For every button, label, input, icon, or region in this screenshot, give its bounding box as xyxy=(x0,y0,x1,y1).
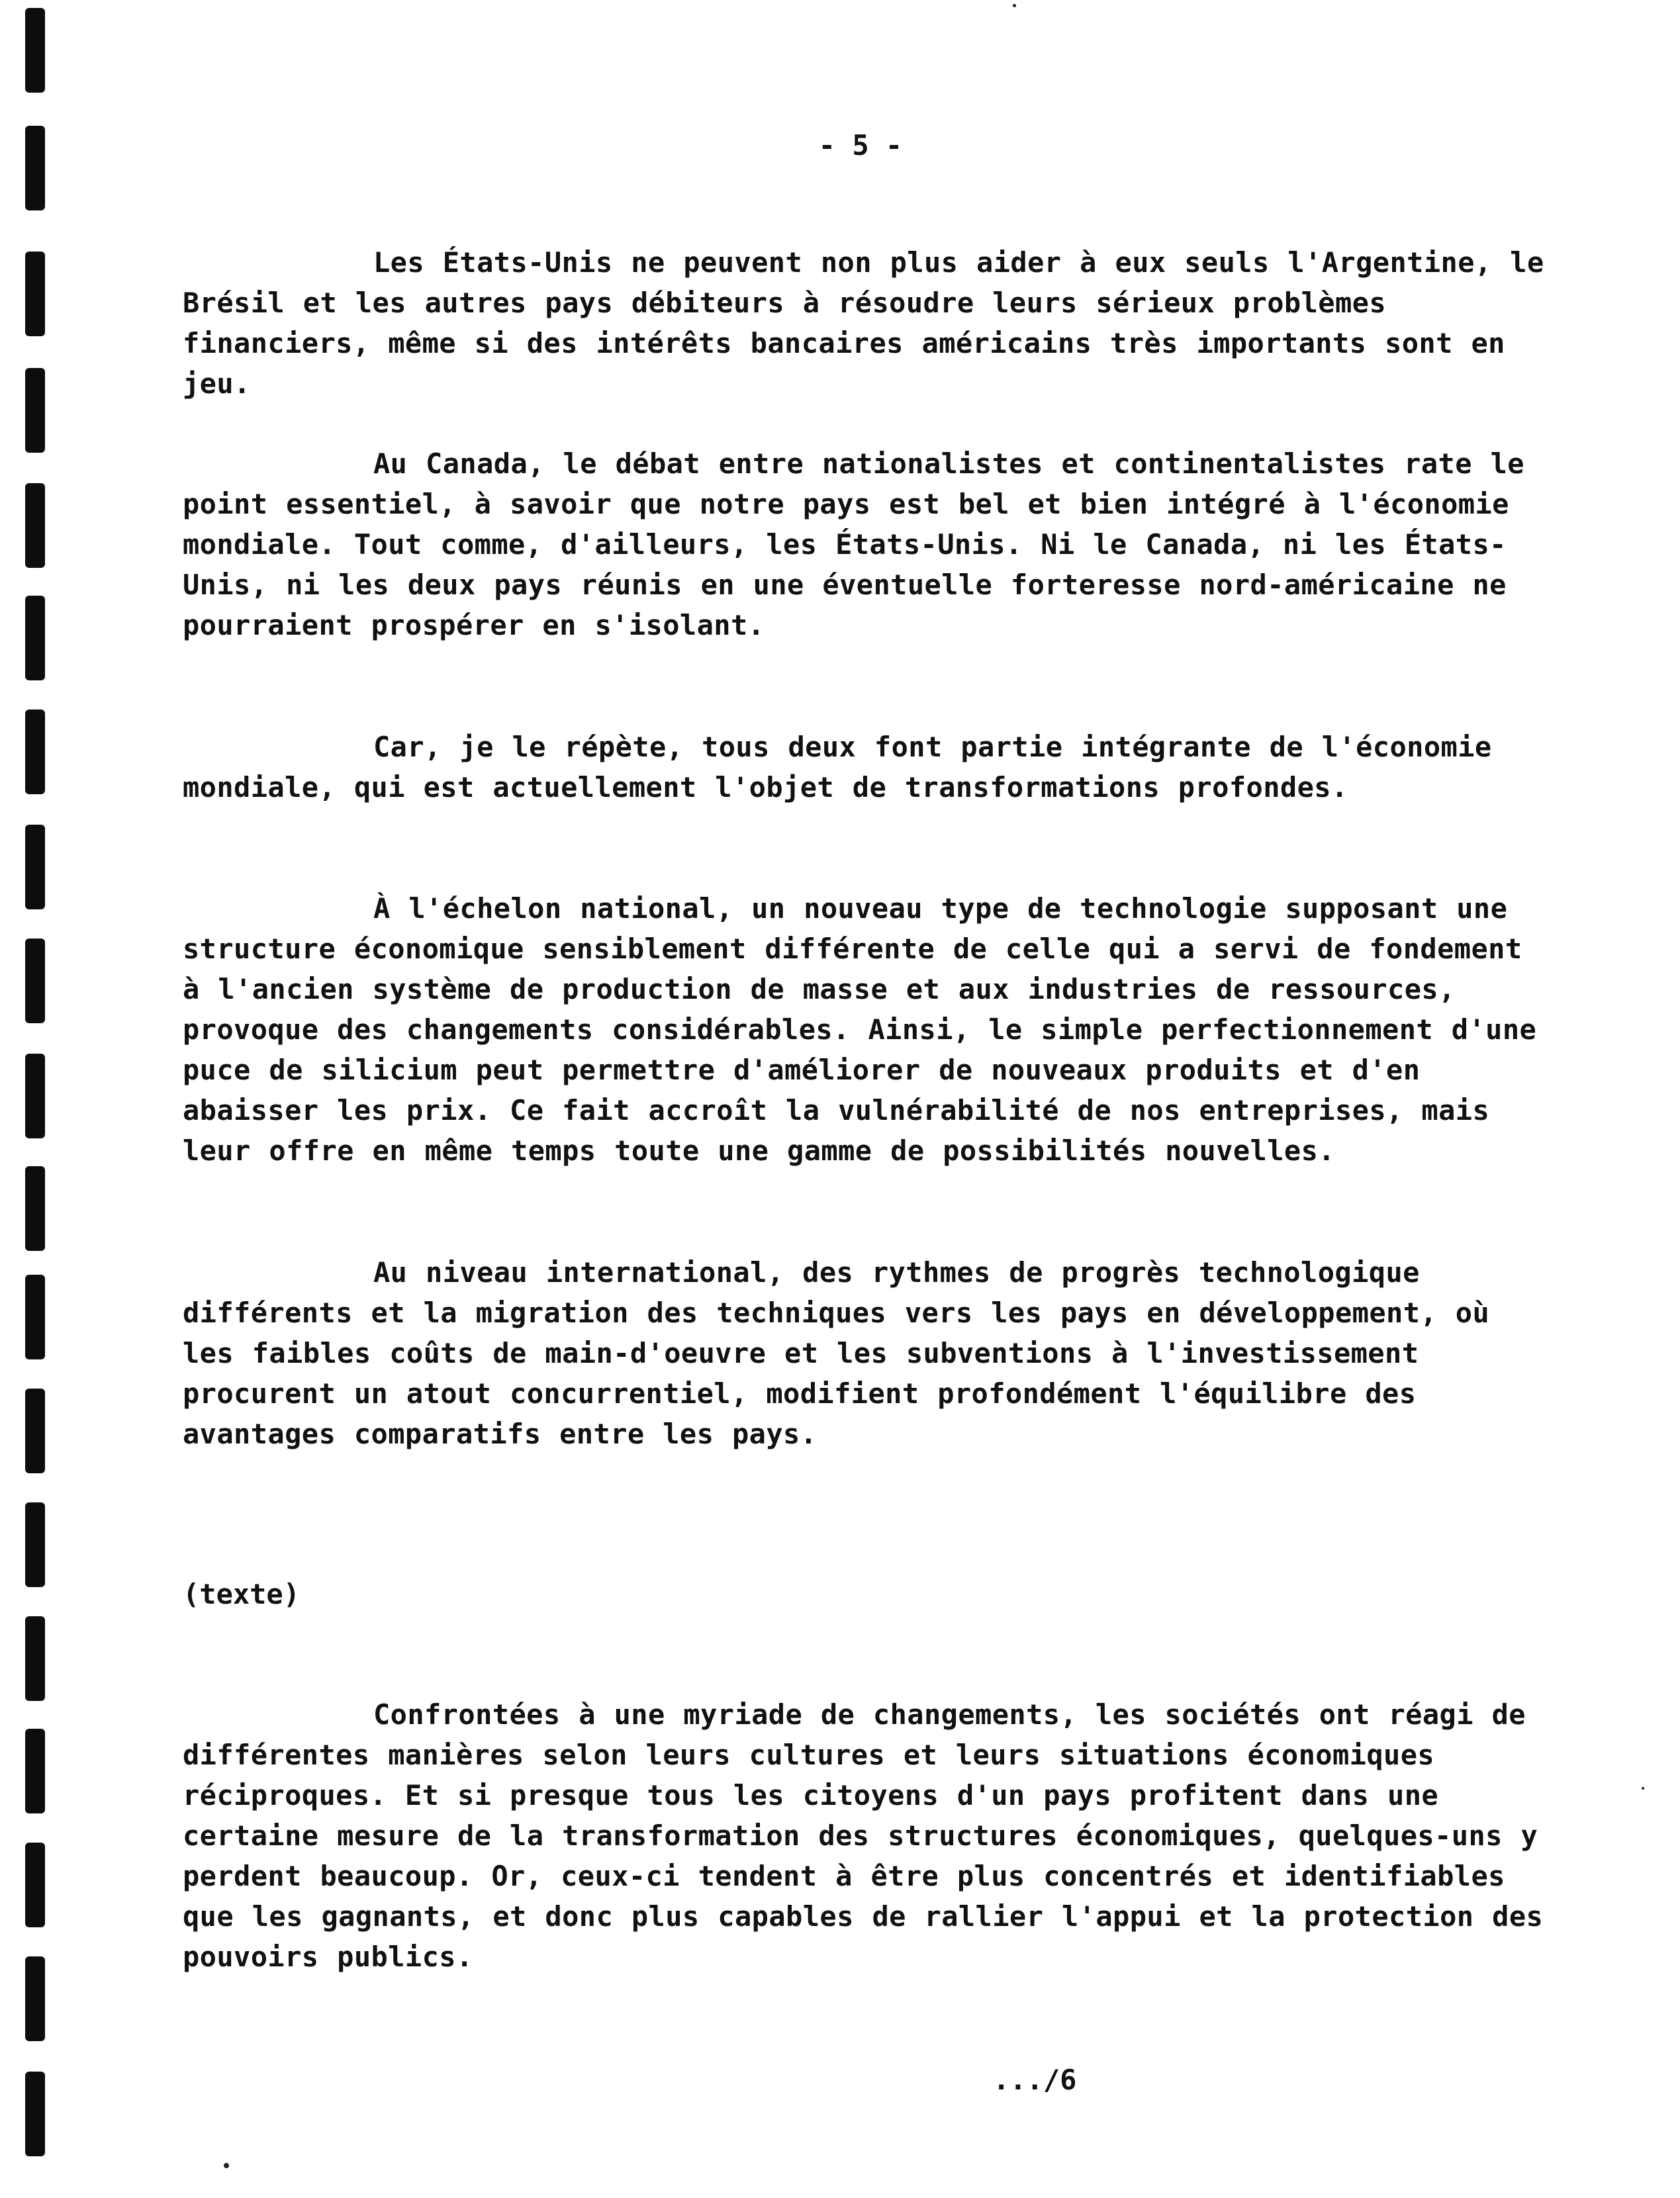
punch-mark xyxy=(25,1389,45,1473)
punch-mark xyxy=(25,1502,45,1587)
punch-mark xyxy=(25,368,45,453)
scan-speck xyxy=(1642,1787,1644,1790)
section-marker: (texte) xyxy=(183,1578,301,1610)
punch-mark xyxy=(25,1843,45,1927)
punch-mark xyxy=(25,2072,45,2156)
paragraph-5: Au niveau international, des rythmes de progrès technologique différents et la migration des techniques vers les pays en développement, où les faibles coûts de main-d'oeuvre et les subventions à l'investissement procurent un atout concurrentiel, modifient profondément l'équilibre des avantages comparatifs entre les pays. xyxy=(183,1256,1490,1450)
punch-mark xyxy=(25,939,45,1023)
punch-mark xyxy=(25,1054,45,1138)
punch-mark xyxy=(25,252,45,336)
punch-mark xyxy=(25,710,45,794)
punch-mark xyxy=(25,483,45,568)
scan-speck xyxy=(1013,4,1016,7)
binder-punch-marks xyxy=(25,0,52,2198)
continuation-marker: .../6 xyxy=(993,2064,1077,2096)
punch-mark xyxy=(25,1616,45,1701)
punch-mark xyxy=(25,126,45,210)
punch-mark xyxy=(25,1729,45,1813)
paragraph-1: Les États-Unis ne peuvent non plus aider à eux seuls l'Argentine, le Brésil et les autres pays débiteurs à résoudre leurs sérieux problèmes financiers, même si des intérêts bancaires américains très importants sont en jeu. xyxy=(183,246,1544,400)
closing-paragraph: Confrontées à une myriade de changements, les sociétés ont réagi de différentes manières selon leurs cultures et leurs situations économiques réciproques. Et si presque tous les citoyens d'un pays profitent dans une certaine mesure de la transformation des structures économiques, quelques-uns y perdent beaucoup. Or, ceux-ci tendent à être plus concentrés et identifiables que les gagnants, et donc plus capables de rallier l'appui et la protection des pouvoirs publics. xyxy=(183,1698,1544,1973)
page-number: - 5 - xyxy=(818,129,903,161)
paragraph-3: Car, je le répète, tous deux font partie intégrante de l'économie mondiale, qui est actuellement l'objet de transformations profondes. xyxy=(183,731,1492,803)
punch-mark xyxy=(25,596,45,680)
paragraph-2: Au Canada, le débat entre nationalistes et continentalistes rate le point essentiel, à savoir que notre pays est bel et bien intégré à l'économie mondiale. Tout comme, d'ailleurs, les États-Unis. Ni le Canada, ni les États-Unis, ni les deux pays réunis en une éventuelle forteresse nord-américaine ne pourraient prospérer en s'isolant. xyxy=(183,447,1524,641)
paragraph-4: À l'échelon national, un nouveau type de technologie supposant une structure économique sensiblement différente de celle qui a servi de fondement à l'ancien système de production de masse et aux industries de ressources, provoque des changements considérables. Ainsi, le simple perfectionnement d'une puce de silicium peut permettre d'améliorer de nouveaux produits et d'en abaisser les prix. Ce fait accroît la vulnérabilité de nos entreprises, mais leur offre en même temps toute une gamme de possibilités nouvelles. xyxy=(183,892,1537,1167)
punch-mark xyxy=(25,1275,45,1359)
punch-mark xyxy=(25,1166,45,1251)
scan-speck xyxy=(224,2163,229,2168)
punch-mark xyxy=(25,8,45,93)
punch-mark xyxy=(25,825,45,909)
punch-mark xyxy=(25,1956,45,2041)
